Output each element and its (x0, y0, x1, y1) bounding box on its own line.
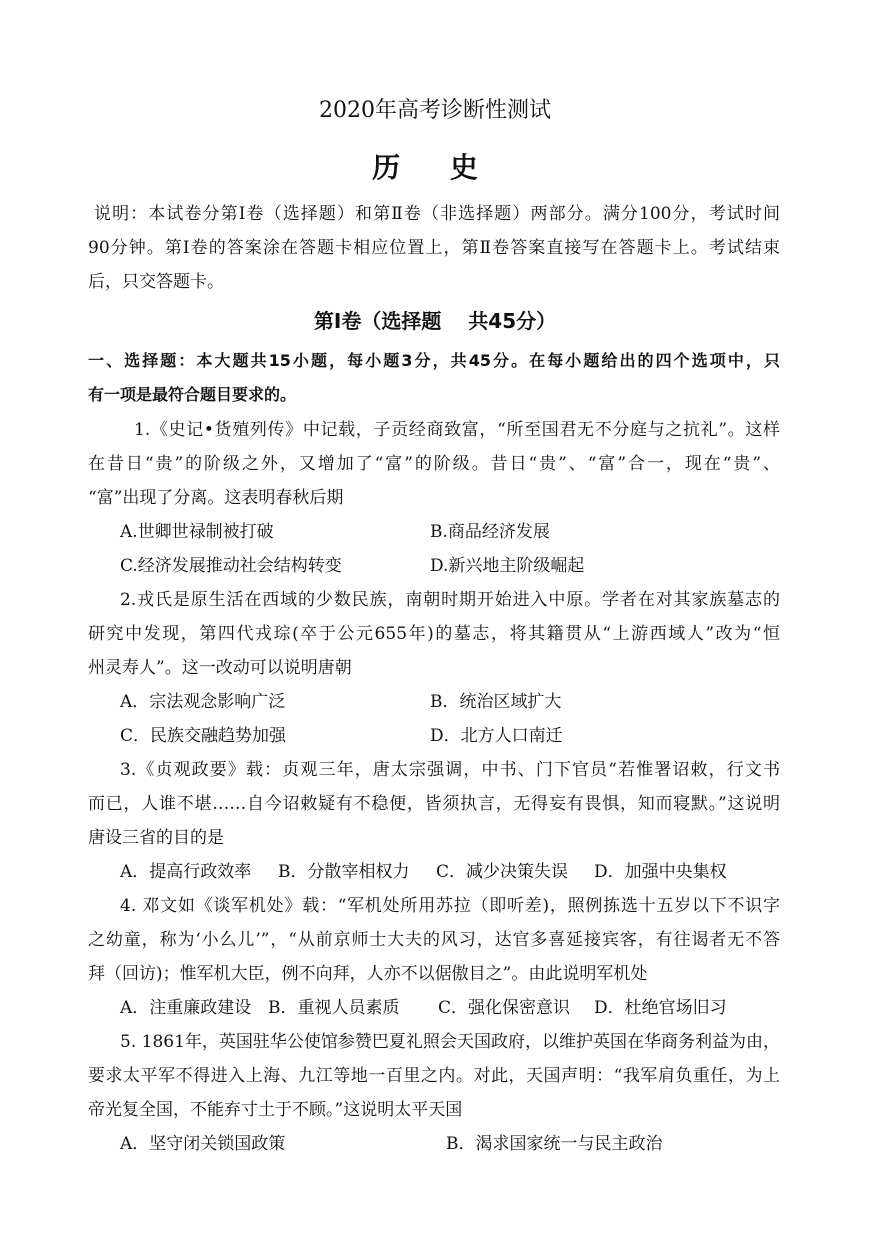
question-3-option-d: D．加强中央集权 (594, 862, 727, 882)
question-3-line-2: 而已，人谁不堪……自今诏敕疑有不稳便，皆须执言，无得妄有畏惧，知而寝默。”这说明 (88, 794, 780, 814)
question-1-line-3: “富”出现了分离。这表明春秋后期 (88, 488, 344, 508)
question-2-option-c: C．民族交融趋势加强 (120, 726, 287, 746)
question-3-option-c: C．减少决策失误 (436, 862, 569, 882)
question-3-option-b: B．分散宰相权力 (278, 862, 410, 882)
question-2-line-3: 州灵寿人”。这一改动可以说明唐朝 (88, 658, 352, 678)
question-4-option-a: A．注重廉政建设 (120, 998, 252, 1018)
question-1-line-1: 1.《史记•货殖列传》中记载，子贡经商致富，“所至国君无不分庭与之抗礼”。这样 (134, 420, 780, 440)
exam-title: 2020年高考诊断性测试 (319, 98, 551, 123)
question-5-line-3: 帝光复全国，不能弃寸土于不顾。”这说明太平天国 (88, 1100, 463, 1120)
intro-line-3: 后，只交答题卡。 (88, 272, 224, 292)
question-5-option-a: A．坚守闭关锁国政策 (120, 1134, 286, 1154)
question-3-option-a: A．提高行政效率 (120, 862, 252, 882)
question-4-option-b: B．重视人员素质 (268, 998, 400, 1018)
question-4-option-d: D．杜绝官场旧习 (594, 998, 727, 1018)
question-2-option-a: A．宗法观念影响广泛 (120, 692, 286, 712)
question-1-option-d: D.新兴地主阶级崛起 (430, 556, 585, 576)
intro-line-2: 90分钟。第Ⅰ卷的答案涂在答题卡相应位置上，第Ⅱ卷答案直接写在答题卡上。考试结束 (88, 238, 780, 258)
subject-title: 历 史 (372, 151, 498, 184)
question-2-option-b: B．统治区域扩大 (430, 692, 562, 712)
question-2-line-1: 2.戎氏是原生活在西域的少数民族，南朝时期开始进入中原。学者在对其家族墓志的 (120, 590, 780, 610)
question-1-option-b: B.商品经济发展 (430, 522, 550, 542)
intro-line-1: 说明：本试卷分第Ⅰ卷（选择题）和第Ⅱ卷（非选择题）两部分。满分100分，考试时间 (94, 204, 780, 224)
question-4-line-2: 之幼童，称为‘小么儿’”，“从前京师士大夫的风习，达官多喜延接宾客，有往谒者无不答 (88, 930, 780, 950)
question-2-line-2: 研究中发现，第四代戎琮(卒于公元655年)的墓志，将其籍贯从“上游西域人”改为“恒 (88, 624, 780, 644)
question-1-option-a: A.世卿世禄制被打破 (120, 522, 274, 542)
question-4-option-c: C．强化保密意识 (438, 998, 571, 1018)
section-instructions-1: 一、选择题：本大题共15小题，每小题3分，共45分。在每小题给出的四个选项中，只 (88, 351, 780, 370)
question-2-option-d: D．北方人口南迁 (430, 726, 563, 746)
question-1-line-2: 在昔日“贵”的阶级之外，又增加了“富”的阶级。昔日“贵”、“富”合一，现在“贵”、 (88, 454, 780, 474)
section-title: 第Ⅰ卷（选择题 共45分） (313, 309, 557, 333)
question-5-line-2: 要求太平军不得进入上海、九江等地一百里之内。对此，天国声明：“我军肩负重任，为上 (88, 1066, 780, 1086)
question-5-line-1: 5. 1861年，英国驻华公使馆参赞巴夏礼照会天国政府，以维护英国在华商务利益为由， (120, 1032, 780, 1052)
question-4-line-1: 4. 邓文如《谈军机处》载：“军机处所用苏拉（即听差)，照例拣选十五岁以下不识字 (120, 896, 780, 916)
section-instructions-2: 有一项是最符合题目要求的。 (88, 385, 297, 404)
question-1-option-c: C.经济发展推动社会结构转变 (120, 556, 342, 576)
question-4-line-3: 拜（回访)；惟军机大臣，例不向拜，人亦不以倨傲目之”。由此说明军机处 (88, 964, 648, 984)
question-3-line-1: 3.《贞观政要》载：贞观三年，唐太宗强调，中书、门下官员“若惟署诏敕，行文书 (120, 760, 780, 780)
question-3-line-3: 唐设三省的目的是 (88, 828, 224, 848)
question-5-option-b: B．渴求国家统一与民主政治 (446, 1134, 663, 1154)
